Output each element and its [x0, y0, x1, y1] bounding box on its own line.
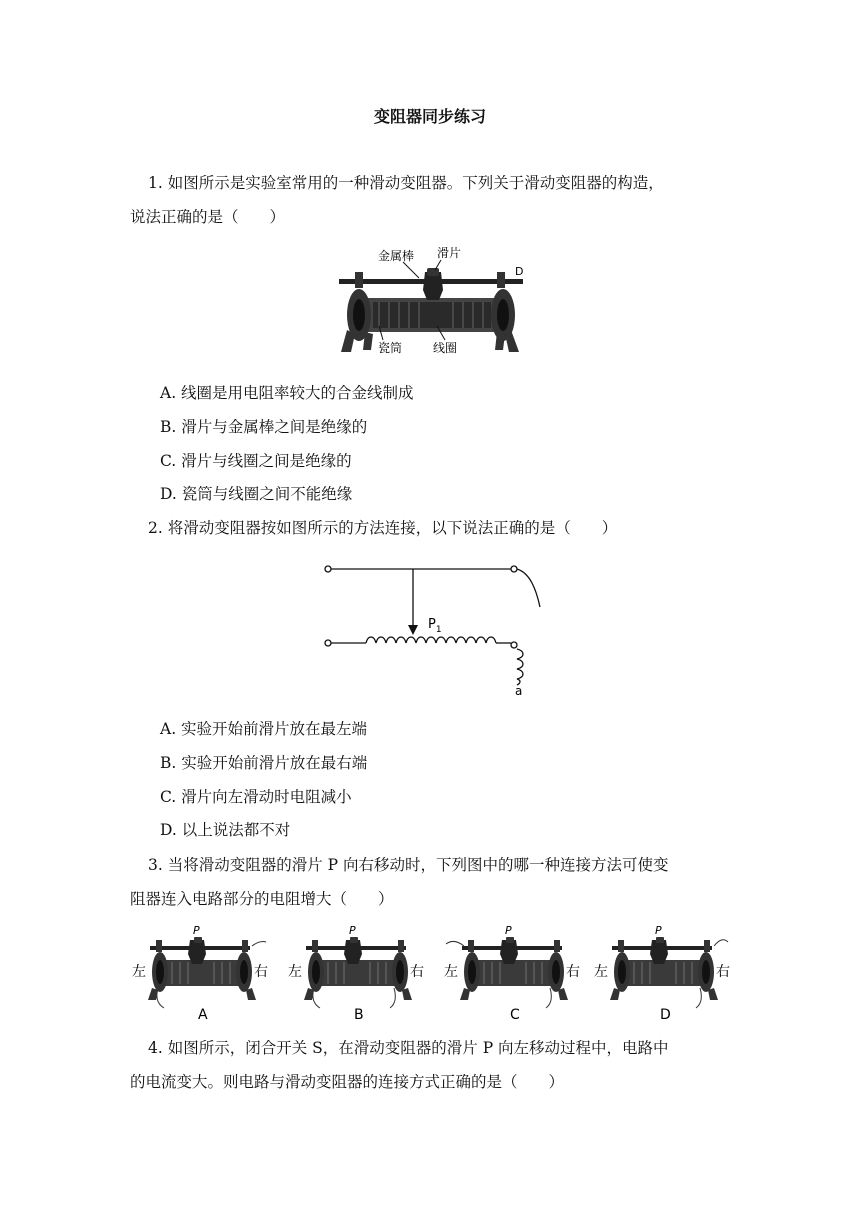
question-4-line-1: 4. 如图所示，闭合开关 S，在滑动变阻器的滑片 P 向左移动过程中，电路中 [148, 1039, 669, 1057]
page-title: 变阻器同步练习 [373, 107, 486, 126]
question-2-line-1: 2. 将滑动变阻器按如图所示的方法连接，以下说法正确的是（ ） [148, 519, 618, 537]
label-end-d: D [515, 265, 524, 278]
question-1-option-d: D. 瓷筒与线圈之间不能绝缘 [160, 485, 353, 503]
label-slider-p1: $P_1$ [428, 617, 442, 635]
choice-b-slider-label: P [349, 924, 356, 937]
label-slider: 滑片 [437, 246, 462, 260]
choice-c-right-label: 右 [566, 964, 580, 980]
label-coil: 线圈 [433, 341, 458, 355]
slider-arrowhead [408, 625, 418, 635]
choice-d-letter: D [660, 1007, 671, 1023]
question-2-option-a: A. 实验开始前滑片放在最左端 [160, 720, 368, 738]
label-ceramic-tube: 瓷筒 [378, 341, 403, 355]
choice-d-rheostat [594, 924, 730, 1023]
choice-a-left-label: 左 [132, 964, 146, 980]
choice-c-rheostat [444, 924, 580, 1023]
choice-d-slider-label: P [655, 924, 662, 937]
slider [423, 272, 443, 300]
question-1-option-b: B. 滑片与金属棒之间是绝缘的 [160, 418, 368, 436]
rheostat-choices-figure [128, 924, 734, 1024]
rheostat-photo-figure [333, 242, 529, 357]
choice-a-letter: A [198, 1007, 208, 1023]
choice-b-letter: B [354, 1007, 364, 1023]
choice-c-letter: C [510, 1007, 520, 1023]
choice-b-left-label: 左 [288, 964, 302, 980]
label-metal-rod: 金属棒 [378, 249, 415, 263]
question-1-line-1: 1. 如图所示是实验室常用的一种滑动变阻器。下列关于滑动变阻器的构造， [148, 174, 664, 192]
question-3-line-1: 3. 当将滑动变阻器的滑片 P 向右移动时，下列图中的哪一种连接方法可使变 [148, 856, 669, 874]
question-2-option-d: D. 以上说法都不对 [160, 821, 291, 839]
resistance-coil [366, 637, 496, 643]
question-3-line-2: 阻器连入电路部分的电阻增大（ ） [130, 890, 394, 908]
circuit-figure [318, 553, 546, 701]
question-4-line-2: 的电流变大。则电路与滑动变阻器的连接方式正确的是（ ） [130, 1073, 565, 1091]
choice-b-right-label: 右 [410, 964, 424, 980]
question-1-line-2: 说法正确的是（ ） [130, 208, 286, 226]
choice-a-rheostat [132, 924, 268, 1023]
question-2-option-c: C. 滑片向左滑动时电阻减小 [160, 788, 352, 806]
question-1-option-a: A. 线圈是用电阻率较大的合金线制成 [160, 384, 414, 402]
question-1-option-c: C. 滑片与线圈之间是绝缘的 [160, 452, 352, 470]
choice-c-slider-label: P [505, 924, 512, 937]
question-2-option-b: B. 实验开始前滑片放在最右端 [160, 754, 368, 772]
choice-d-left-label: 左 [594, 964, 608, 980]
choice-a-slider-label: P [193, 924, 200, 937]
choice-d-right-label: 右 [716, 964, 730, 980]
choice-a-right-label: 右 [254, 964, 268, 980]
label-end-a: a [515, 684, 523, 698]
choice-c-left-label: 左 [444, 964, 458, 980]
choice-b-rheostat [288, 924, 424, 1023]
